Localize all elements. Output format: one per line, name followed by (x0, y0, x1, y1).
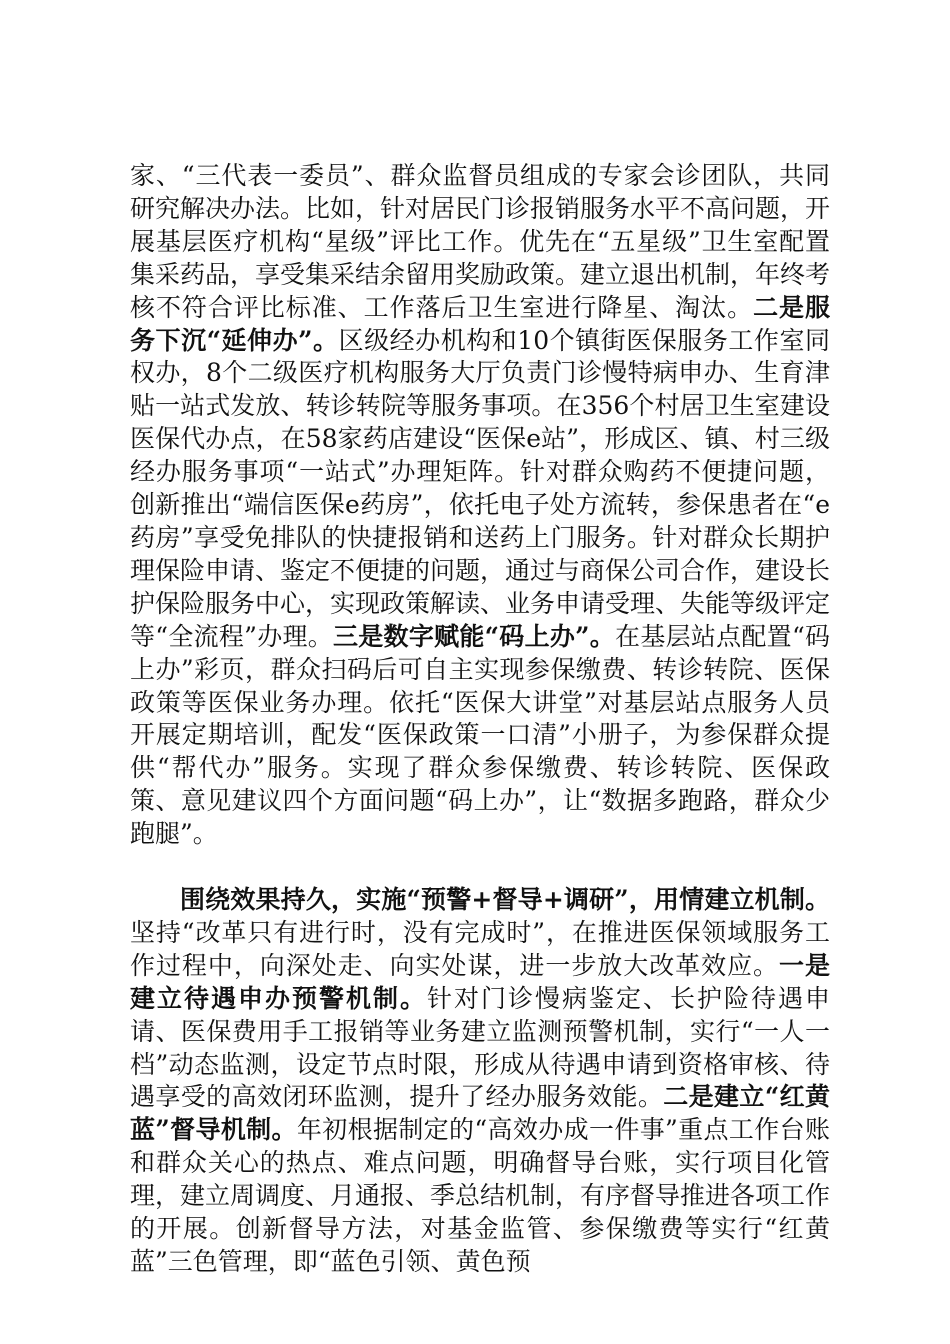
paragraph-mechanism (130, 884, 830, 1279)
paragraph-text: 区级经办机构和10个镇街医保服务工作室同权办，8个二级医疗机构服务大厅负责门诊慢特病申办、生育津贴一站式发放、转诊转院等服务事项。在356个村居卫生室建设医保代办点，在58家药店建设“医保e站”，形成区、镇、村三级经办服务事项“一站式”办理矩阵。针对群众购药不便捷问题，创新推出“端信医保e药房”，依托电子处方流转，参保患者在“e药房”享受免排队的快捷报销和送药上门服务。针对群众长期护理保险申请、鉴定不便捷的问题，通过与商保公司合作，建设长护保险服务中心，实现政策解读、业务申请受理、失能等级评定等“全流程”办理。 (130, 325, 831, 651)
paragraph-text: 针对门诊慢病鉴定、长护险待遇申请、医保费用手工报销等业务建立监测预警机制，实行“一人一档”动态监测，设定节点时限，形成从待遇申请到资格审核、待遇享受的高效闭环监测，提升了经办服务效能。 (130, 983, 830, 1112)
heading-lasting-effect: 围绕效果持久，实施“预警+督导+调研”，用情建立机制。 (180, 885, 830, 915)
heading-digital-code: 三是数字赋能“码上办”。 (333, 621, 616, 651)
paragraph-text: 家、“三代表一委员”、群众监督员组成的专家会诊团队，共同研究解决办法。比如，针对居民门诊报销服务水平不高问题，开展基层医疗机构“星级”评比工作。优先在“五星级”卫生室配置集采药品，享受集采结余留用奖励政策。建立退出机制，年终考核不符合评比标准、工作落后卫生室进行降星、淘汰。 (130, 161, 831, 322)
paragraph-text: 在基层站点配置“码上办”彩页，群众扫码后可自主实现参保缴费、转诊转院、医保政策等医保业务办理。依托“医保大讲堂”对基层站点服务人员开展定期培训，配发“医保政策一口清”小册子，为参保群众提供“帮代办”服务。实现了群众参保缴费、转诊转院、医保政策、意见建议四个方面问题“码上办”，让“数据多跑路，群众少跑腿”。 (130, 621, 831, 849)
paragraph-text: 年初根据制定的“高效办成一件事”重点工作台账和群众关心的热点、难点问题，明确督导台账，实行项目化管理，建立周调度、月通报、季总结机制，有序督导推进各项工作的开展。创新督导方法，对基金监管、参保缴费等实行“红黄蓝”三色管理，即“蓝色引领、黄色预 (130, 1115, 831, 1276)
heading-warning-mechanism: 一是建立待遇申办预警机制。 (130, 950, 830, 1013)
document-body (130, 160, 830, 1279)
heading-service-extension: 二是服务下沉“延伸办”。 (130, 292, 830, 355)
paragraph-service-extension (130, 160, 830, 851)
heading-supervision-mechanism: 二是建立“红黄蓝”督导机制。 (130, 1082, 830, 1145)
paragraph-text: 坚持“改革只有进行时，没有完成时”，在推进医保领域服务工作过程中，向深处走、向实处谋，进一步放大改革效应。 (130, 917, 830, 980)
